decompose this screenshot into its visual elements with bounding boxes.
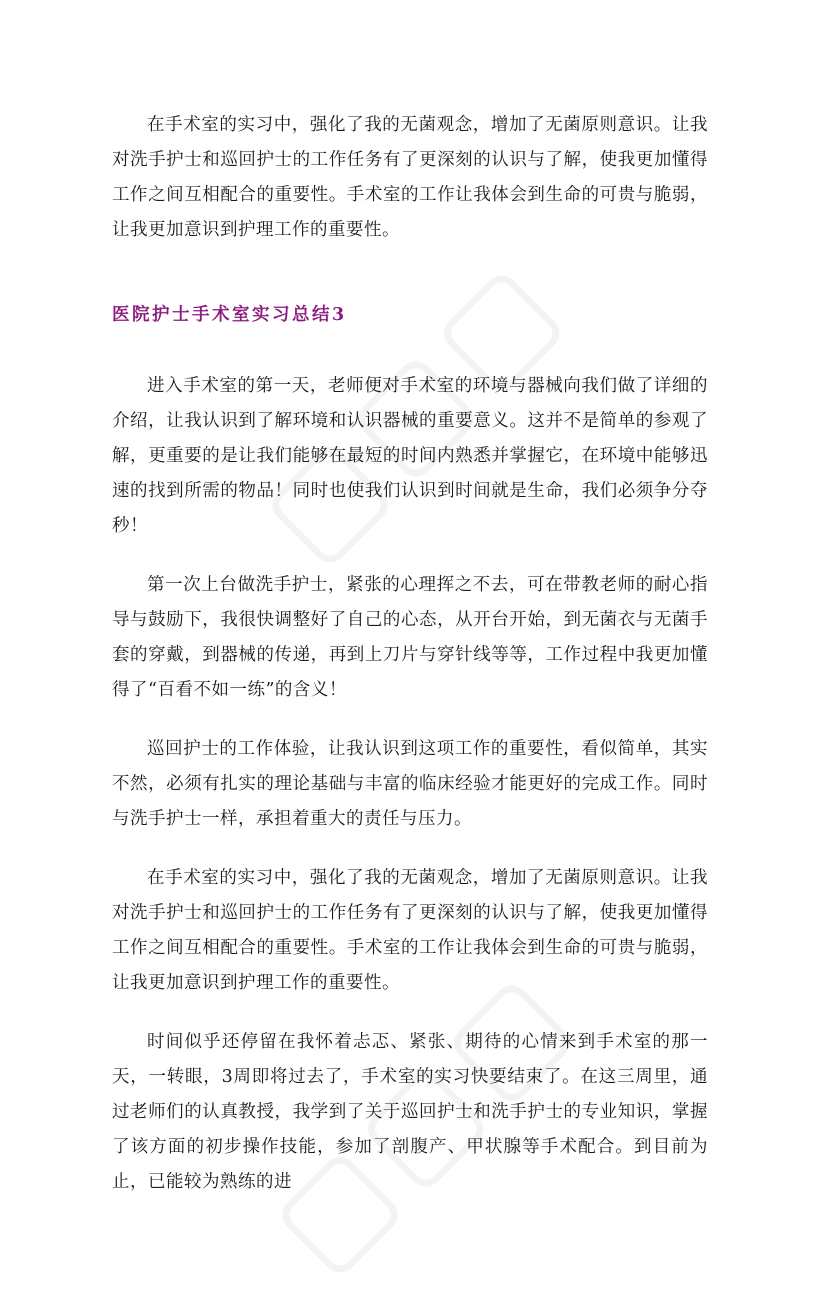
paragraph-4: 在手术室的实习中，强化了我的无菌观念，增加了无菌原则意识。让我对洗手护士和巡回护士的工作任务有了更深刻的认识与了解，使我更加懂得工作之间互相配合的重要性。手术室的工作让我体会到生命的可贵与脆弱，让我更加意识到护理工作的重要性。 [112, 868, 708, 993]
paragraph-1: 进入手术室的第一天，老师便对手术室的环境与器械向我们做了详细的介绍，让我认识到了解环境和认识器械的重要意义。这并不是简单的参观了解，更重要的是让我们能够在最短的时间内熟悉并掌握它，在环境中能够迅速的找到所需的物品！同时也使我们认识到时间就是生命，我们必须争分夺秒！ [112, 376, 708, 536]
paragraph-intro: 在手术室的实习中，强化了我的无菌观念，增加了无菌原则意识。让我对洗手护士和巡回护士的工作任务有了更深刻的认识与了解，使我更加懂得工作之间互相配合的重要性。手术室的工作让我体会到生命的可贵与脆弱，让我更加意识到护理工作的重要性。 [112, 115, 708, 240]
paragraph-2: 第一次上台做洗手护士，紧张的心理挥之不去，可在带教老师的耐心指导与鼓励下，我很快调整好了自己的心态，从开台开始，到无菌衣与无菌手套的穿戴，到器械的传递，再到上刀片与穿针线等等，工作过程中我更加懂得了“百看不如一练”的含义！ [112, 575, 708, 700]
paragraph-5: 时间似乎还停留在我怀着忐忑、紧张、期待的心情来到手术室的那一天，一转眼，3周即将过去了，手术室的实习快要结束了。在这三周里，通过老师们的认真教授，我学到了关于巡回护士和洗手护士的专业知识，掌握了该方面的初步操作技能，参加了剖腹产、甲状腺等手术配合。到目前为止，已能较为熟练的进 [112, 1032, 708, 1192]
paragraph-3: 巡回护士的工作体验，让我认识到这项工作的重要性，看似简单，其实不然，必须有扎实的理论基础与丰富的临床经验才能更好的完成工作。同时与洗手护士一样，承担着重大的责任与压力。 [112, 739, 708, 829]
section-heading: 医院护士手术室实习总结3 [112, 305, 347, 325]
document-body [112, 108, 708, 1200]
